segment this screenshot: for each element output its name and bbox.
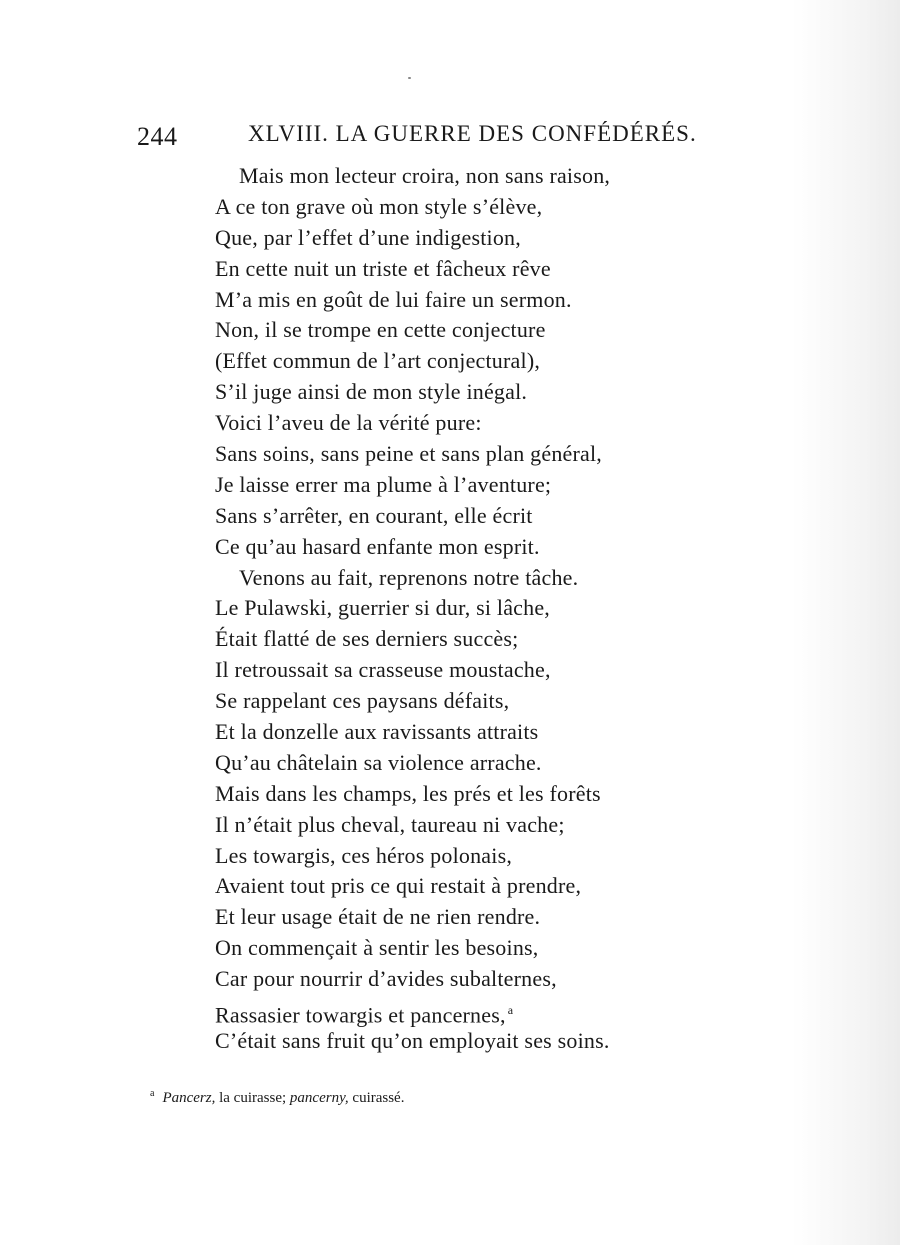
verse-line-text: Car pour nourrir d’avides subalternes, bbox=[215, 966, 557, 992]
verse-line-text: M’a mis en goût de lui faire un sermon. bbox=[215, 286, 572, 312]
verse-line bbox=[215, 285, 610, 316]
verse-line bbox=[215, 748, 610, 779]
verse-line-text: Et la donzelle aux ravissants attraits bbox=[215, 719, 539, 745]
verse-line bbox=[215, 470, 610, 501]
verse-line-text: Se rappelant ces paysans défaits, bbox=[215, 688, 510, 714]
verse-line bbox=[215, 871, 610, 902]
verse-line-text: Avaient tout pris ce qui restait à prendre, bbox=[215, 873, 582, 899]
verse-line bbox=[215, 593, 610, 624]
verse-line bbox=[215, 1026, 610, 1057]
verse-line-text: Je laisse errer ma plume à l’aventure; bbox=[215, 471, 552, 497]
verse-line-text: A ce ton grave où mon style s’élève, bbox=[215, 193, 543, 219]
verse-line-text: Qu’au châtelain sa violence arrache. bbox=[215, 749, 542, 775]
footnote bbox=[150, 1088, 404, 1107]
verse-line-text: Ce qu’au hasard enfante mon esprit. bbox=[215, 533, 540, 559]
running-title: XLVIII. LA GUERRE DES CONFÉDÉRÉS. bbox=[248, 121, 697, 146]
footnote-gloss-1: la cuirasse; bbox=[219, 1090, 287, 1106]
verse-line bbox=[215, 377, 610, 408]
verse-line-text: Venons au fait, reprenons notre tâche. bbox=[239, 564, 579, 590]
verse-line-text: Il retroussait sa crasseuse moustache, bbox=[215, 657, 551, 683]
page-number: 244 bbox=[137, 122, 178, 151]
verse-line-text: Était flatté de ses derniers succès; bbox=[215, 626, 519, 652]
footnote-mark: a bbox=[150, 1088, 155, 1099]
verse-line-text: Non, il se trompe en cette conjecture bbox=[215, 317, 546, 343]
footnote-gloss-2: cuirassé. bbox=[352, 1090, 405, 1106]
verse-line bbox=[215, 192, 610, 223]
verse-line-text: Rassasier towargis et pancernes, bbox=[215, 1002, 506, 1028]
footnote-reference-mark: a bbox=[507, 1003, 514, 1018]
verse-line bbox=[215, 933, 610, 964]
verse-line bbox=[215, 995, 610, 1026]
verse-line bbox=[215, 346, 610, 377]
verse-line bbox=[215, 223, 610, 254]
verse-line bbox=[215, 779, 610, 810]
verse-line-text: Voici l’aveu de la vérité pure: bbox=[215, 410, 482, 436]
verse-line bbox=[215, 408, 610, 439]
verse-line-text: S’il juge ainsi de mon style inégal. bbox=[215, 379, 528, 405]
verse-line bbox=[215, 655, 610, 686]
verse-line bbox=[215, 841, 610, 872]
verse-line-text: (Effet commun de l’art conjectural), bbox=[215, 348, 541, 374]
verse-line bbox=[215, 902, 610, 933]
verse-line-text: Mais dans les champs, les prés et les forêts bbox=[215, 780, 601, 806]
verse-line bbox=[215, 315, 610, 346]
verse-line bbox=[215, 563, 610, 594]
verse-line-text: Sans soins, sans peine et sans plan général, bbox=[215, 441, 603, 467]
print-speck bbox=[408, 77, 411, 79]
verse-line-text: Que, par l’effet d’une indigestion, bbox=[215, 224, 521, 250]
verse-line-text: Et leur usage était de ne rien rendre. bbox=[215, 904, 541, 930]
verse-line-text: Sans s’arrêter, en courant, elle écrit bbox=[215, 502, 533, 528]
verse-line-text: Le Pulawski, guerrier si dur, si lâche, bbox=[215, 595, 550, 621]
verse-line bbox=[215, 439, 610, 470]
verse-line bbox=[215, 501, 610, 532]
verse-line bbox=[215, 964, 610, 995]
footnote-term-2: pancerny, bbox=[289, 1090, 349, 1106]
verse-line bbox=[215, 624, 610, 655]
verse-line-text: Il n’était plus cheval, taureau ni vache; bbox=[215, 811, 565, 837]
verse-line bbox=[215, 254, 610, 285]
verse-line-text: C’était sans fruit qu’on employait ses soins. bbox=[215, 1027, 610, 1053]
footnote-term-1: Pancerz, bbox=[162, 1090, 216, 1106]
verse-line-text: Les towargis, ces héros polonais, bbox=[215, 842, 513, 868]
verse-line-text: Mais mon lecteur croira, non sans raison, bbox=[239, 163, 611, 188]
verse-line bbox=[215, 810, 610, 841]
verse-line bbox=[215, 717, 610, 748]
verse-line bbox=[215, 161, 610, 192]
verse-line-text: En cette nuit un triste et fâcheux rêve bbox=[215, 255, 551, 281]
verse-line bbox=[215, 686, 610, 717]
verse-block bbox=[215, 161, 610, 1057]
verse-line bbox=[215, 532, 610, 563]
verse-line-text: On commençait à sentir les besoins, bbox=[215, 935, 539, 961]
